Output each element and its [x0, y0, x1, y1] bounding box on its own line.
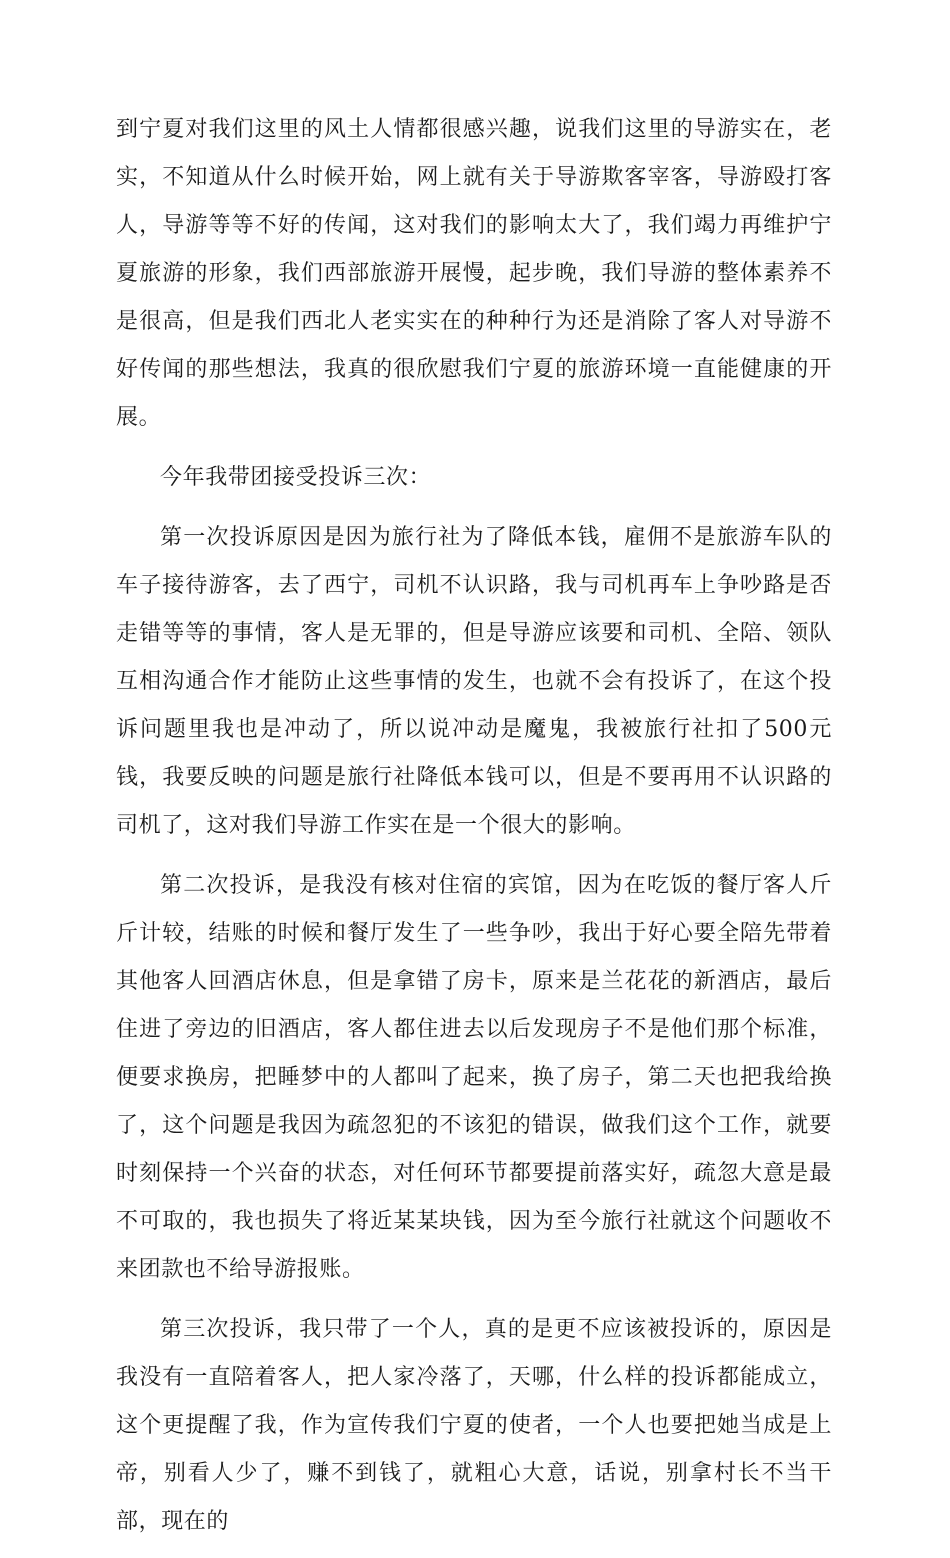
paragraph-continuation: 到宁夏对我们这里的风土人情都很感兴趣，说我们这里的导游实在，老实，不知道从什么时候开始，网上就有关于导游欺客宰客，导游殴打客人，导游等等不好的传闻，这对我们的影响太大了，我们竭力再维护宁夏旅游的形象，我们西部旅游开展慢，起步晚，我们导游的整体素养不是很高，但是我们西北人老实实在的种种行为还是消除了客人对导游不好传闻的那些想法，我真的很欣慰我们宁夏的旅游环境一直能健康的开展。 [116, 117, 832, 430]
paragraph-second-complaint: 第二次投诉，是我没有核对住宿的宾馆，因为在吃饭的餐厅客人斤斤计较，结账的时候和餐厅发生了一些争吵，我出于好心要全陪先带着其他客人回酒店休息，但是拿错了房卡，原来是兰花花的新酒店，最后住进了旁边的旧酒店，客人都住进去以后发现房子不是他们那个标准，便要求换房，把睡梦中的人都叫了起来，换了房子，第二天也把我给换了，这个问题是我因为疏忽犯的不该犯的错误，做我们这个工作，就要时刻保持一个兴奋的状态，对任何环节都要提前落实好，疏忽大意是最不可取的，我也损失了将近某某块钱，因为至今旅行社就这个问题收不来团款也不给导游报账。 [116, 873, 832, 1282]
paragraph-complaints-intro: 今年我带团接受投诉三次： [160, 465, 432, 490]
paragraph-third-complaint: 第三次投诉，我只带了一个人，真的是更不应该被投诉的，原因是我没有一直陪着客人，把人家冷落了，天哪，什么样的投诉都能成立，这个更提醒了我，作为宣传我们宁夏的使者，一个人也要把她当成是上帝，别看人少了，赚不到钱了，就粗心大意，话说，别拿村长不当干部，现在的 [116, 1317, 832, 1534]
document-body [116, 106, 832, 1558]
paragraph-first-complaint: 第一次投诉原因是因为旅行社为了降低本钱，雇佣不是旅游车队的车子接待游客，去了西宁，司机不认识路，我与司机再车上争吵路是否走错等等的事情，客人是无罪的，但是导游应该要和司机、全陪、领队互相沟通合作才能防止这些事情的发生，也就不会有投诉了，在这个投诉问题里我也是冲动了，所以说冲动是魔鬼，我被旅行社扣了500元钱，我要反映的问题是旅行社降低本钱可以，但是不要再用不认识路的司机了，这对我们导游工作实在是一个很大的影响。 [116, 525, 832, 838]
